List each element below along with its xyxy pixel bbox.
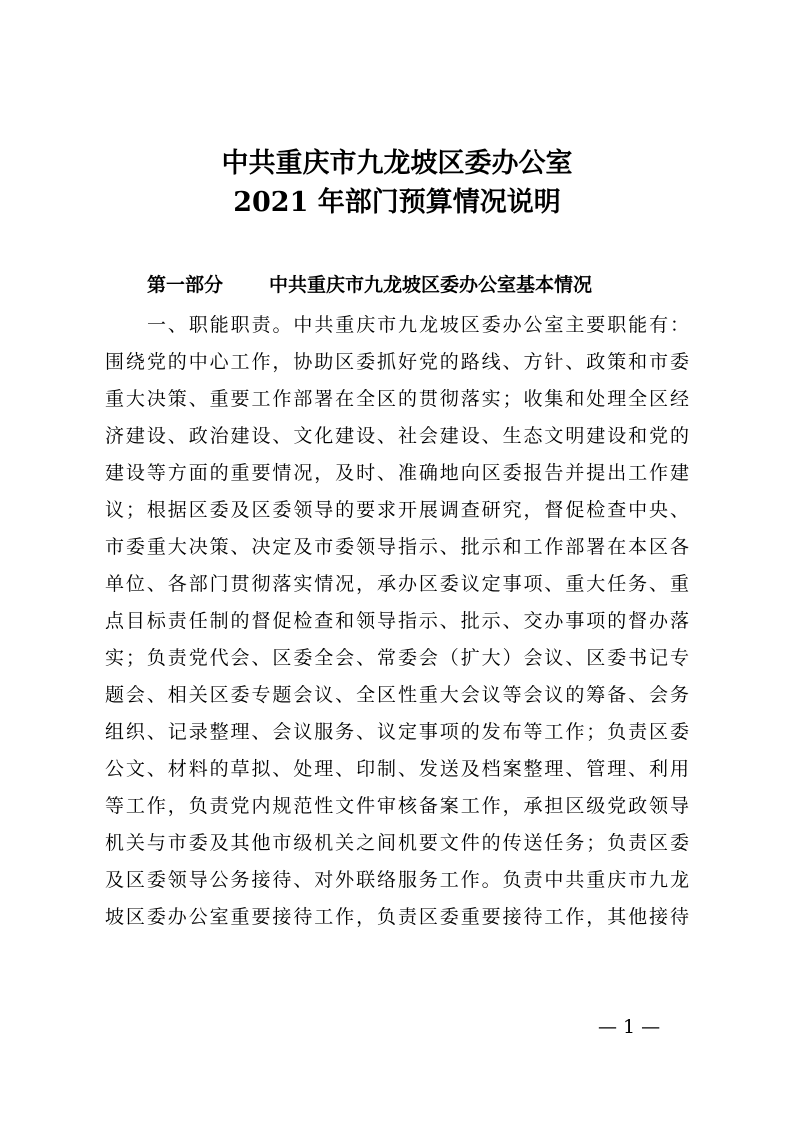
body-line: 一、职能职责。中共重庆市九龙坡区委办公室主要职能有： [147, 314, 689, 336]
body-line: 点目标责任制的督促检查和领导指示、批示、交办事项的督办落 [105, 610, 689, 632]
body-line: 及区委领导公务接待、对外联络服务工作。负责中共重庆市九龙 [105, 869, 689, 891]
section-heading [147, 272, 592, 298]
body-line: 市委重大决策、决定及市委领导指示、批示和工作部署在本区各 [105, 536, 689, 558]
body-line: 济建设、政治建设、文化建设、社会建设、生态文明建设和党的 [105, 425, 689, 447]
document-title-line-1: 中共重庆市九龙坡区委办公室 [221, 148, 573, 179]
body-line: 机关与市委及其他市级机关之间机要文件的传送任务；负责区委 [105, 832, 689, 854]
page-number: — 1 — [598, 1016, 661, 1038]
body-line: 等工作，负责党内规范性文件审核备案工作，承担区级党政领导 [105, 795, 689, 817]
body-line: 题会、相关区委专题会议、全区性重大会议等会议的筹备、会务 [105, 684, 689, 706]
body-line: 单位、各部门贯彻落实情况，承办区委议定事项、重大任务、重 [105, 573, 689, 595]
document-title-line-2: 2021 年部门预算情况说明 [233, 187, 561, 218]
body-line: 组织、记录整理、会议服务、议定事项的发布等工作；负责区委 [105, 721, 689, 743]
section-title: 中共重庆市九龙坡区委办公室基本情况 [269, 274, 593, 296]
body-line: 议；根据区委及区委领导的要求开展调查研究，督促检查中央、 [105, 499, 689, 521]
section-label: 第一部分 [147, 274, 224, 296]
body-line: 实；负责党代会、区委全会、常委会（扩大）会议、区委书记专 [105, 647, 689, 669]
body-line: 建设等方面的重要情况，及时、准确地向区委报告并提出工作建 [105, 462, 689, 484]
body-line: 公文、材料的草拟、处理、印制、发送及档案整理、管理、利用 [105, 758, 689, 780]
body-line: 围绕党的中心工作，协助区委抓好党的路线、方针、政策和市委 [105, 351, 689, 373]
body-line: 坡区委办公室重要接待工作，负责区委重要接待工作，其他接待 [105, 906, 689, 928]
body-line: 重大决策、重要工作部署在全区的贯彻落实；收集和处理全区经 [105, 388, 689, 410]
